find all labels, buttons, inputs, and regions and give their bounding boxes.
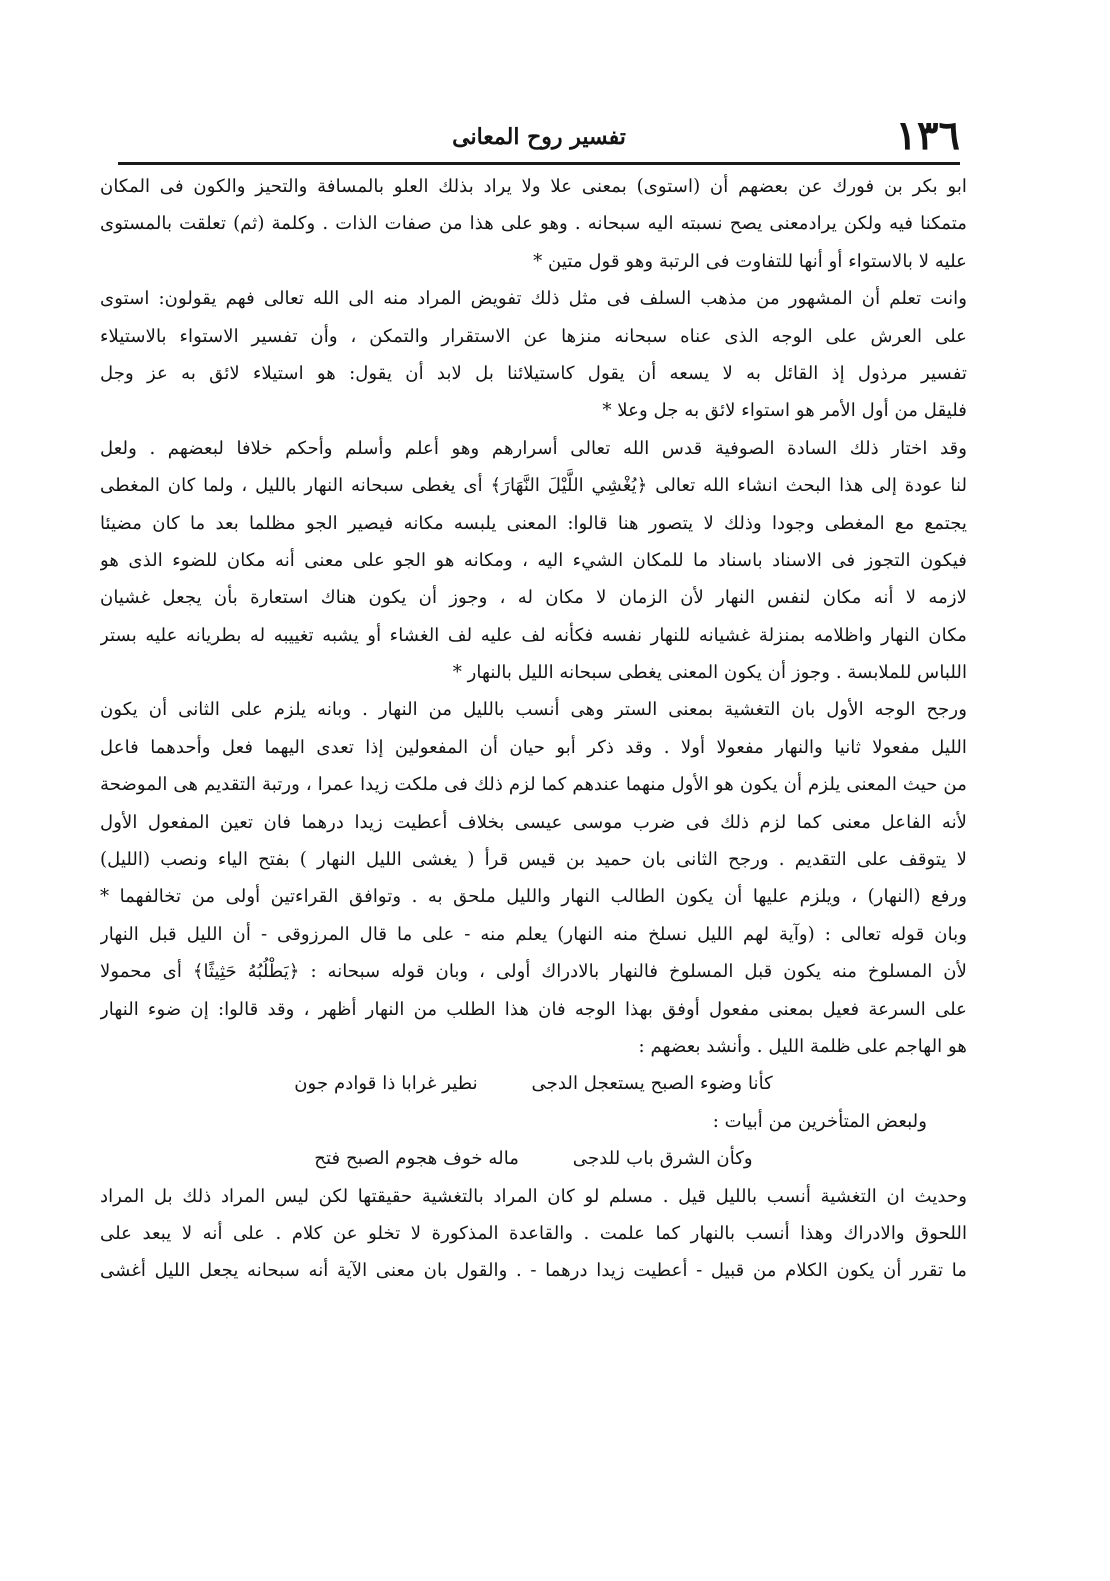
poetry-verse xyxy=(100,1065,967,1102)
text-line: وحديث ان التغشية أنسب بالليل قيل . مسلم لو كان المراد بالتغشية حقيقتها لكن ليس المراد ذلك بل المراد xyxy=(100,1185,967,1207)
text-line: متمكنا فيه ولكن يرادمعنى يصح نسبته اليه سبحانه . وهو على هذا من صفات الذات . وكلمة (ثم) تعلقت بالمستوى xyxy=(100,213,967,235)
text-line: تفسير مرذول إذ القائل به لا يسعه أن يقول كاستيلائنا بل لابد أن يقول: هو استيلاء لائق به عز وجل xyxy=(100,362,967,384)
text-line: وانت تعلم أن المشهور من مذهب السلف فى مثل ذلك تفويض المراد منه الى الله تعالى فهم يقولون: استوى xyxy=(100,288,967,310)
text-line: اللباس للملابسة . وجوز أن يكون المعنى يغطى سبحانه الليل بالنهار * xyxy=(452,662,967,684)
text-line: اللحوق والادراك وهذا أنسب بالنهار كما علمت . والقاعدة المذكورة لا تخلو عن كلام . على أنه لا يبعد على xyxy=(100,1222,967,1244)
text-line: يجتمع مع المغطى وجودا وذلك لا يتصور هنا قالوا: المعنى يلبسه مكانه فيصير الجو مظلما بعد ما كان مضيئا xyxy=(100,512,967,534)
text-line: ورجح الوجه الأول بان التغشية بمعنى الستر وهى أنسب بالليل من النهار . وبانه يلزم على الثانى أن يكون xyxy=(100,699,967,721)
running-title: تفسير روح المعانى xyxy=(452,124,626,150)
text-line: لازمه لا أنه مكان لنفس النهار لأن الزمان لا مكان له ، وجوز أن يكون هناك استعارة بأن يجعل غشيان xyxy=(100,587,967,609)
text-line: مكان النهار واظلامه بمنزلة غشيانه للنهار نفسه فكأنه لف عليه لف الغشاء أو يشبه تغييبه له بطريانه عليه بستر xyxy=(100,624,967,646)
text-line: هو الهاجم على ظلمة الليل . وأنشد بعضهم : xyxy=(638,1035,967,1057)
text-line: فيكون التجوز فى الاسناد باسناد ما للمكان الشيء اليه ، ومكانه هو الجو على معنى أنه مكان للضوء الذى هو xyxy=(100,549,967,571)
text-line: الليل مفعولا ثانيا والنهار مفعولا أولا . وقد ذكر أبو حيان أن المفعولين إذا تعدى اليهما فعل وأحدهما فاعل xyxy=(100,736,967,758)
text-line: ورفع (النهار) ، ويلزم عليها أن يكون الطالب النهار والليل ملحق به . وتوافق القراءتين أولى من تخالفهما * xyxy=(100,886,967,908)
verse-first-hemistich: وكأن الشرق باب للدجى xyxy=(572,1148,753,1170)
text-line: على السرعة فعيل بمعنى مفعول أوفق بهذا الوجه فان هذا الطلب من النهار أظهر ، وقد قالوا: إن ضوء النهار xyxy=(100,998,967,1020)
poetry-verse xyxy=(100,1140,967,1177)
text-line: فليقل من أول الأمر هو استواء لائق به جل وعلا * xyxy=(602,400,967,422)
verse-second-hemistich: ماله خوف هجوم الصبح فتح xyxy=(314,1148,519,1170)
text-line: على العرش على الوجه الذى عناه سبحانه منزها عن الاستقرار والتمكن ، وأن تفسير الاستواء بالاستيلاء xyxy=(100,325,967,347)
text-line: لأن المسلوخ منه يكون قبل المسلوخ فالنهار بالادراك أولى ، وبان قوله سبحانه : ﴿يَطْلُبُهُ حَثِيثًا﴾ أى محمولا xyxy=(100,961,967,983)
text-line: ما تقرر أن يكون الكلام من قبيل - أعطيت زيدا درهما - . والقول بان معنى الآية أنه سبحانه يجعل الليل أغشى xyxy=(100,1260,967,1282)
verse-second-hemistich: نطير غرابا ذا قوادم جون xyxy=(294,1073,478,1095)
text-line: لا يتوقف على التقديم . ورجح الثانى بان حميد بن قيس قرأ ( يغشى الليل النهار ) بفتح الياء ونصب (الليل) xyxy=(100,849,967,871)
text-line: لأنه الفاعل معنى كما لزم ذلك فى ضرب موسى عيسى بخلاف أعطيت زيدا درهما فان تعين المفعول الأول xyxy=(100,811,967,833)
page-number: ١٣٦ xyxy=(895,112,960,159)
verse-first-hemistich: كأنا وضوء الصبح يستعجل الدجى xyxy=(531,1073,773,1095)
text-line: عليه لا بالاستواء أو أنها للتفاوت فى الرتبة وهو قول متين * xyxy=(533,250,967,272)
verse-intro-line: ولبعض المتأخرين من أبيات : xyxy=(712,1110,927,1132)
tafsir-body-text xyxy=(100,168,967,1290)
text-line: لنا عودة إلى هذا البحث انشاء الله تعالى ﴿يُغْشِي اللَّيْلَ النَّهَارَ﴾ أى يغطى سبحانه النهار بالليل ، ولما كان المغطى xyxy=(100,475,967,497)
text-line: ابو بكر بن فورك عن بعضهم أن (استوى) بمعنى علا ولا يراد بذلك العلو بالمسافة والتحيز والكون فى المكان xyxy=(100,176,967,197)
text-line: وقد اختار ذلك السادة الصوفية قدس الله تعالى أسرارهم وهو أعلم وأسلم وأحكم خلافا لبعضهم . ولعل xyxy=(100,437,967,459)
text-line: من حيث المعنى يلزم أن يكون هو الأول منهما عندهم كما لزم ذلك فى ملكت زيدا عمرا ، ورتبة التقديم هى الموضحة xyxy=(100,774,967,796)
page-header xyxy=(118,112,960,160)
text-line: وبان قوله تعالى : (وآية لهم الليل نسلخ منه النهار) يعلم منه - على ما قال المرزوقى - أن الليل قبل النهار xyxy=(100,923,967,945)
header-rule xyxy=(118,162,960,165)
